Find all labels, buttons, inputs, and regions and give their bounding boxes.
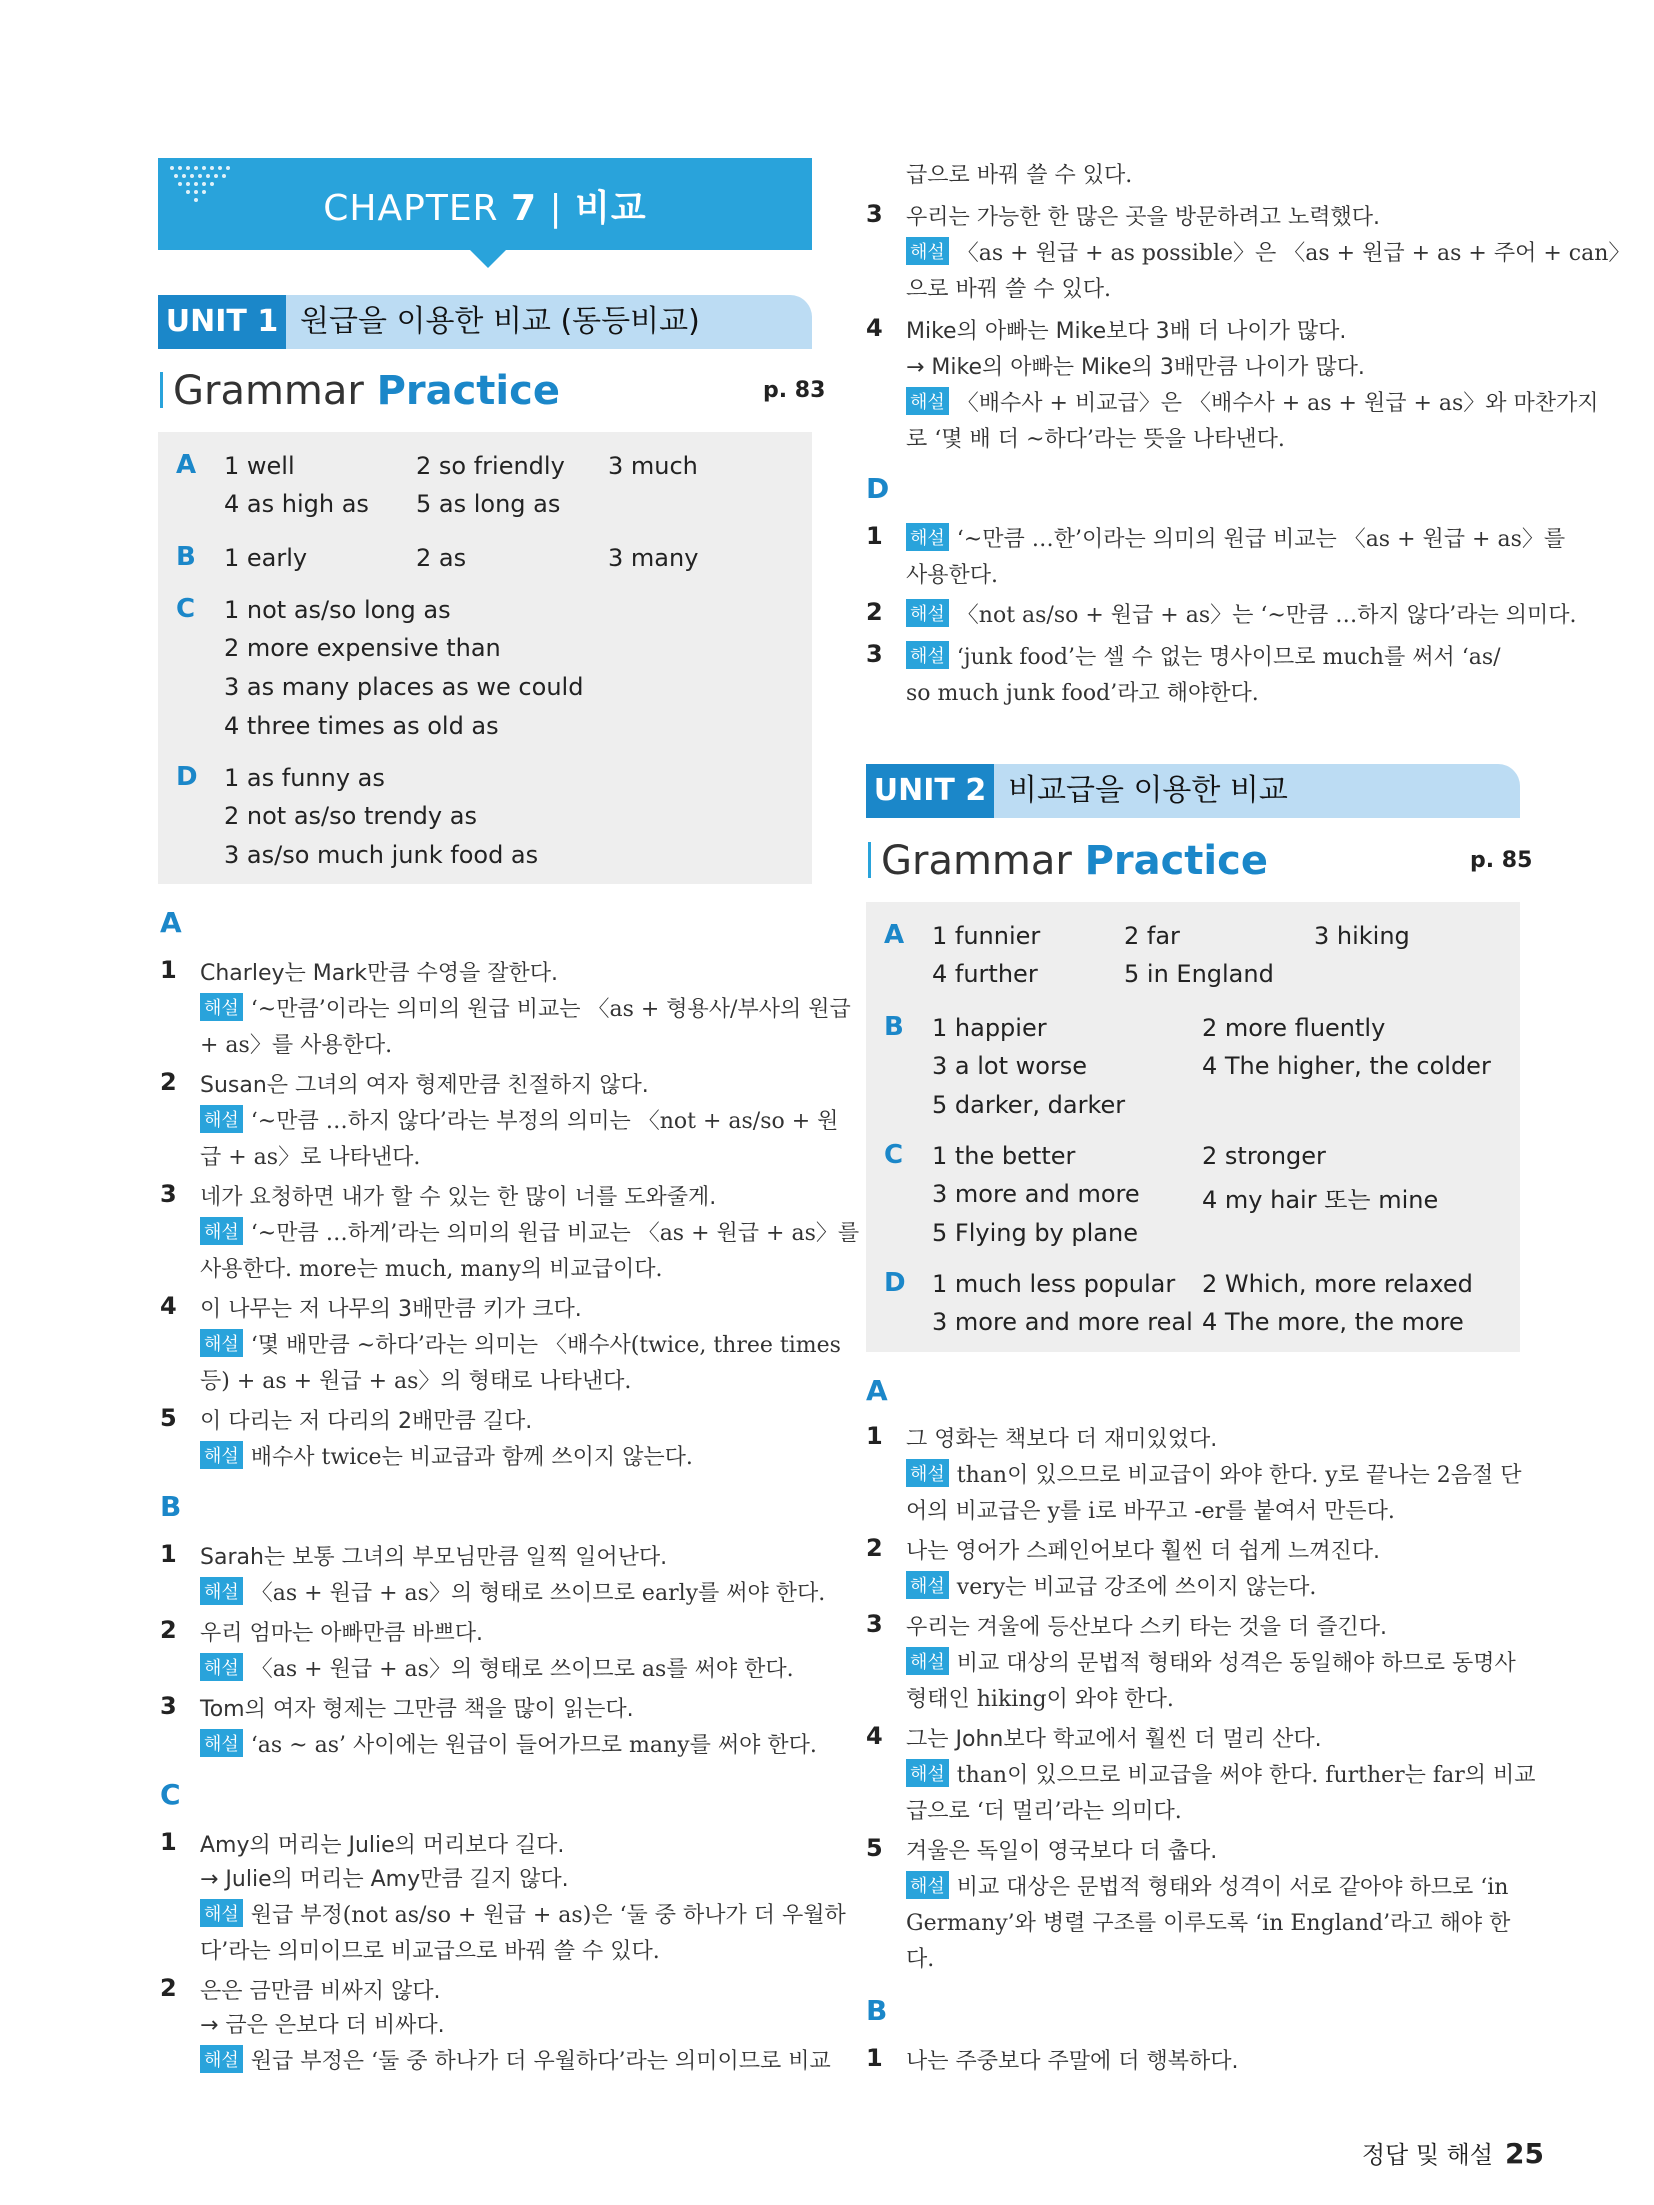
answer-item: 2 not as/so trendy as xyxy=(224,802,477,830)
section-letter: A xyxy=(160,906,182,939)
sentence: 이 다리는 저 다리의 2배만큼 길다. xyxy=(200,1409,533,1434)
unit1-tag: UNIT 1 xyxy=(158,295,286,349)
answer-letter: D xyxy=(176,762,198,792)
answer-item: 2 far xyxy=(1124,922,1180,950)
item-number: 3 xyxy=(866,200,883,228)
sentence: 나는 영어가 스페인어보다 훨씬 더 쉽게 느껴진다. xyxy=(906,1539,1380,1564)
page-ref-2: p. 85 xyxy=(1470,848,1533,873)
answer-item: 2 more fluently xyxy=(1202,1014,1386,1042)
item-number: 2 xyxy=(160,1616,177,1644)
sentence: 우리는 겨울에 등산보다 스키 타는 것을 더 즐긴다. xyxy=(906,1615,1387,1640)
sentence: Charley는 Mark만큼 수영을 잘한다. xyxy=(200,961,558,986)
answer-item: 3 a lot worse xyxy=(932,1052,1088,1080)
answer-item: 4 as high as xyxy=(224,490,369,518)
chapter-banner xyxy=(158,158,812,250)
sentence: Sarah는 보통 그녀의 부모님만큼 일찍 일어난다. xyxy=(200,1545,668,1570)
explanation-badge: 해설 xyxy=(906,523,949,551)
item-number: 4 xyxy=(160,1292,177,1320)
answer-item: 3 as/so much junk food as xyxy=(224,841,539,869)
answer-item: 2 Which, more relaxed xyxy=(1202,1270,1473,1298)
answer-item: 5 Flying by plane xyxy=(932,1219,1138,1247)
item-number: 1 xyxy=(866,2044,883,2072)
explanation: 사용한다. more는 much, many의 비교급이다. xyxy=(200,1257,663,1282)
explanation: 해설 〈not as/so + 원급 + as〉는 ‘~만큼 …하지 않다’라는 의미다. xyxy=(906,598,1577,629)
explanation-badge: 해설 xyxy=(200,1899,243,1927)
item-number: 1 xyxy=(160,1828,177,1856)
explanation-badge: 해설 xyxy=(906,641,949,669)
sentence: 네가 요청하면 내가 할 수 있는 한 많이 너를 도와줄게. xyxy=(200,1185,717,1210)
explanation: 해설 〈as + 원급 + as〉의 형태로 쓰이므로 as를 써야 한다. xyxy=(200,1652,794,1683)
answer-item: 4 three times as old as xyxy=(224,712,499,740)
answer-letter: D xyxy=(884,1268,906,1298)
unit2-answer-box xyxy=(866,902,1520,1352)
answer-item: 3 as many places as we could xyxy=(224,673,584,701)
item-number: 3 xyxy=(160,1180,177,1208)
sentence: Amy의 머리는 Julie의 머리보다 길다. xyxy=(200,1833,565,1858)
explanation-badge: 해설 xyxy=(200,1577,243,1605)
explanation-badge: 해설 xyxy=(906,599,949,627)
sentence: 겨울은 독일이 영국보다 더 춥다. xyxy=(906,1839,1218,1864)
unit1-header xyxy=(158,295,812,349)
item-number: 1 xyxy=(160,956,177,984)
explanation-badge: 해설 xyxy=(906,1459,949,1487)
sentence: Tom의 여자 형제는 그만큼 책을 많이 읽는다. xyxy=(200,1697,634,1722)
answer-item: 1 not as/so long as xyxy=(224,596,451,624)
grammar-practice-heading-1: Grammar Practice xyxy=(160,368,560,414)
item-number: 2 xyxy=(160,1068,177,1096)
explanation: Germany’와 병렬 구조를 이루도록 ‘in England’라고 해야 한 xyxy=(906,1911,1511,1936)
explanation: 으로 바꿔 쓸 수 있다. xyxy=(906,277,1111,302)
explanation: 어의 비교급은 y를 i로 바꾸고 -er를 붙여서 만든다. xyxy=(906,1499,1395,1524)
explanation: 등) + as + 원급 + as〉의 형태로 나타낸다. xyxy=(200,1369,632,1394)
answer-letter: C xyxy=(176,594,196,624)
explanation: 로 ‘몇 배 더 ~하다’라는 뜻을 나타낸다. xyxy=(906,427,1285,452)
banner-notch xyxy=(470,250,506,268)
explanation: 해설 ‘몇 배만큼 ~하다’라는 의미는 〈배수사(twice, three times xyxy=(200,1328,841,1359)
item-number: 1 xyxy=(160,1540,177,1568)
explanation: 사용한다. xyxy=(906,563,999,588)
sentence: 그는 John보다 학교에서 훨씬 더 멀리 산다. xyxy=(906,1727,1322,1752)
explanation: 급 + as〉로 나타낸다. xyxy=(200,1145,421,1170)
sentence: 그 영화는 책보다 더 재미있었다. xyxy=(906,1427,1218,1452)
answer-item: 3 much xyxy=(608,452,698,480)
page-ref-1: p. 83 xyxy=(763,378,826,403)
answer-item: 2 so friendly xyxy=(416,452,565,480)
answer-item: 4 The more, the more xyxy=(1202,1308,1464,1336)
answer-letter: C xyxy=(884,1140,904,1170)
grammar-practice-heading-2: Grammar Practice xyxy=(868,838,1268,884)
explanation-badge: 해설 xyxy=(200,1329,243,1357)
explanation-badge: 해설 xyxy=(906,1871,949,1899)
item-number: 4 xyxy=(866,314,883,342)
explanation: 급으로 바꿔 쓸 수 있다. xyxy=(906,163,1133,188)
item-number: 3 xyxy=(866,1610,883,1638)
explanation-badge: 해설 xyxy=(906,387,949,415)
item-number: 5 xyxy=(160,1404,177,1432)
explanation-badge: 해설 xyxy=(200,1653,243,1681)
explanation: so much junk food’라고 해야한다. xyxy=(906,681,1259,706)
explanation: 해설 ‘~만큼 …하게’라는 의미의 원급 비교는 〈as + 원급 + as〉를 xyxy=(200,1216,859,1247)
explanation: 해설 ‘junk food’는 셀 수 없는 명사이므로 much를 써서 ‘as/ xyxy=(906,640,1501,671)
explanation: 해설 than이 있으므로 비교급을 써야 한다. further는 far의 비교 xyxy=(906,1758,1535,1789)
sentence-rewrite: → Mike의 아빠는 Mike의 3배만큼 나이가 많다. xyxy=(906,355,1365,380)
answer-letter: A xyxy=(176,450,197,480)
item-number: 2 xyxy=(866,598,883,626)
answer-item: 5 as long as xyxy=(416,490,561,518)
answer-item: 1 happier xyxy=(932,1014,1047,1042)
explanation-badge: 해설 xyxy=(200,1105,243,1133)
explanation: 해설 ‘~만큼 …하지 않다’라는 부정의 의미는 〈not + as/so + 원 xyxy=(200,1104,838,1135)
explanation: 해설 than이 있으므로 비교급이 와야 한다. y로 끝나는 2음절 단 xyxy=(906,1458,1521,1489)
item-number: 2 xyxy=(160,1974,177,2002)
explanation-badge: 해설 xyxy=(906,1571,949,1599)
answer-letter: A xyxy=(884,920,905,950)
answer-item: 2 stronger xyxy=(1202,1142,1326,1170)
unit1-answer-box xyxy=(158,432,812,884)
section-letter: A xyxy=(866,1374,888,1407)
answer-item: 3 more and more real xyxy=(932,1308,1193,1336)
explanation-badge: 해설 xyxy=(200,1441,243,1469)
item-number: 1 xyxy=(866,1422,883,1450)
page-number: 25 xyxy=(1505,2137,1544,2170)
answer-letter: B xyxy=(176,542,196,572)
section-letter: B xyxy=(160,1490,182,1523)
answer-item: 1 as funny as xyxy=(224,764,385,792)
explanation-badge: 해설 xyxy=(906,1647,949,1675)
answer-item: 1 funnier xyxy=(932,922,1041,950)
sentence-rewrite: → 금은 은보다 더 비싸다. xyxy=(200,2013,445,2038)
answer-item: 4 further xyxy=(932,960,1038,988)
explanation-badge: 해설 xyxy=(200,1729,243,1757)
sentence: 이 나무는 저 나무의 3배만큼 키가 크다. xyxy=(200,1297,582,1322)
unit2-tag: UNIT 2 xyxy=(866,764,994,818)
answer-letter: B xyxy=(884,1012,904,1042)
answer-item: 1 well xyxy=(224,452,295,480)
explanation: 해설 비교 대상의 문법적 형태와 성격은 동일해야 하므로 동명사 xyxy=(906,1646,1516,1677)
item-number: 4 xyxy=(866,1722,883,1750)
explanation-badge: 해설 xyxy=(906,1759,949,1787)
sentence: Susan은 그녀의 여자 형제만큼 친절하지 않다. xyxy=(200,1073,649,1098)
explanation: 해설 〈배수사 + 비교급〉은 〈배수사 + as + 원급 + as〉와 마찬가지 xyxy=(906,386,1599,417)
answer-item: 4 my hair 또는 mine xyxy=(1202,1186,1439,1214)
section-letter: C xyxy=(160,1778,181,1811)
item-number: 5 xyxy=(866,1834,883,1862)
footer-label: 정답 및 해설 xyxy=(1361,2141,1494,2169)
explanation: 해설 원급 부정(not as/so + 원급 + as)은 ‘둘 중 하나가 더 우월하 xyxy=(200,1898,846,1929)
explanation: 형태인 hiking이 와야 한다. xyxy=(906,1687,1174,1712)
explanation-badge: 해설 xyxy=(906,237,949,265)
sentence-rewrite: → Julie의 머리는 Amy만큼 길지 않다. xyxy=(200,1867,569,1892)
answer-item: 3 hiking xyxy=(1314,922,1410,950)
explanation-badge: 해설 xyxy=(200,993,243,1021)
answer-item: 1 the better xyxy=(932,1142,1076,1170)
explanation: 해설 〈as + 원급 + as possible〉은 〈as + 원급 + as + 주어 + can〉 xyxy=(906,236,1630,267)
sentence: 우리는 가능한 한 많은 곳을 방문하려고 노력했다. xyxy=(906,205,1380,230)
section-letter: B xyxy=(866,1994,888,2027)
item-number: 3 xyxy=(866,640,883,668)
answer-item: 5 darker, darker xyxy=(932,1091,1126,1119)
page-footer xyxy=(1362,2135,1544,2170)
explanation: + as〉를 사용한다. xyxy=(200,1033,393,1058)
explanation: 해설 ‘as ~ as’ 사이에는 원급이 들어가므로 many를 써야 한다. xyxy=(200,1728,817,1759)
answer-item: 3 many xyxy=(608,544,699,572)
explanation-badge: 해설 xyxy=(200,1217,243,1245)
explanation: 해설 비교 대상은 문법적 형태와 성격이 서로 같아야 하므로 ‘in xyxy=(906,1870,1508,1901)
answer-item: 2 as xyxy=(416,544,467,572)
unit1-title: 원급을 이용한 비교 (동등비교) xyxy=(300,304,700,339)
explanation: 해설 ‘~만큼 …한’이라는 의미의 원급 비교는 〈as + 원급 + as〉를 xyxy=(906,522,1565,553)
answer-item: 4 The higher, the colder xyxy=(1202,1052,1491,1080)
sentence: Mike의 아빠는 Mike보다 3배 더 나이가 많다. xyxy=(906,319,1347,344)
explanation: 해설 very는 비교급 강조에 쓰이지 않는다. xyxy=(906,1570,1316,1601)
sentence: 우리 엄마는 아빠만큼 바쁘다. xyxy=(200,1621,483,1646)
chapter-title: CHAPTER 7 | 비교 xyxy=(323,188,647,229)
explanation-badge: 해설 xyxy=(200,2045,243,2073)
explanation: 해설 원급 부정은 ‘둘 중 하나가 더 우월하다’라는 의미이므로 비교 xyxy=(200,2044,831,2075)
unit2-header xyxy=(866,764,1520,818)
answer-item: 1 early xyxy=(224,544,308,572)
answer-item: 2 more expensive than xyxy=(224,634,501,662)
explanation: 해설 배수사 twice는 비교급과 함께 쓰이지 않는다. xyxy=(200,1440,693,1471)
sentence: 나는 주중보다 주말에 더 행복하다. xyxy=(906,2049,1239,2074)
explanation: 다. xyxy=(906,1947,935,1972)
section-letter: D xyxy=(866,472,890,505)
answer-item: 1 much less popular xyxy=(932,1270,1176,1298)
answer-item: 5 in England xyxy=(1124,960,1274,988)
unit2-title: 비교급을 이용한 비교 xyxy=(1008,773,1288,808)
answer-item: 3 more and more xyxy=(932,1180,1140,1208)
item-number: 3 xyxy=(160,1692,177,1720)
item-number: 1 xyxy=(866,522,883,550)
explanation: 급으로 ‘더 멀리’라는 의미다. xyxy=(906,1799,1182,1824)
explanation: 다’라는 의미이므로 비교급으로 바꿔 쓸 수 있다. xyxy=(200,1939,660,1964)
explanation: 해설 ‘~만큼’이라는 의미의 원급 비교는 〈as + 형용사/부사의 원급 xyxy=(200,992,851,1023)
sentence: 은은 금만큼 비싸지 않다. xyxy=(200,1979,441,2004)
explanation: 해설 〈as + 원급 + as〉의 형태로 쓰이므로 early를 써야 한다. xyxy=(200,1576,825,1607)
item-number: 2 xyxy=(866,1534,883,1562)
